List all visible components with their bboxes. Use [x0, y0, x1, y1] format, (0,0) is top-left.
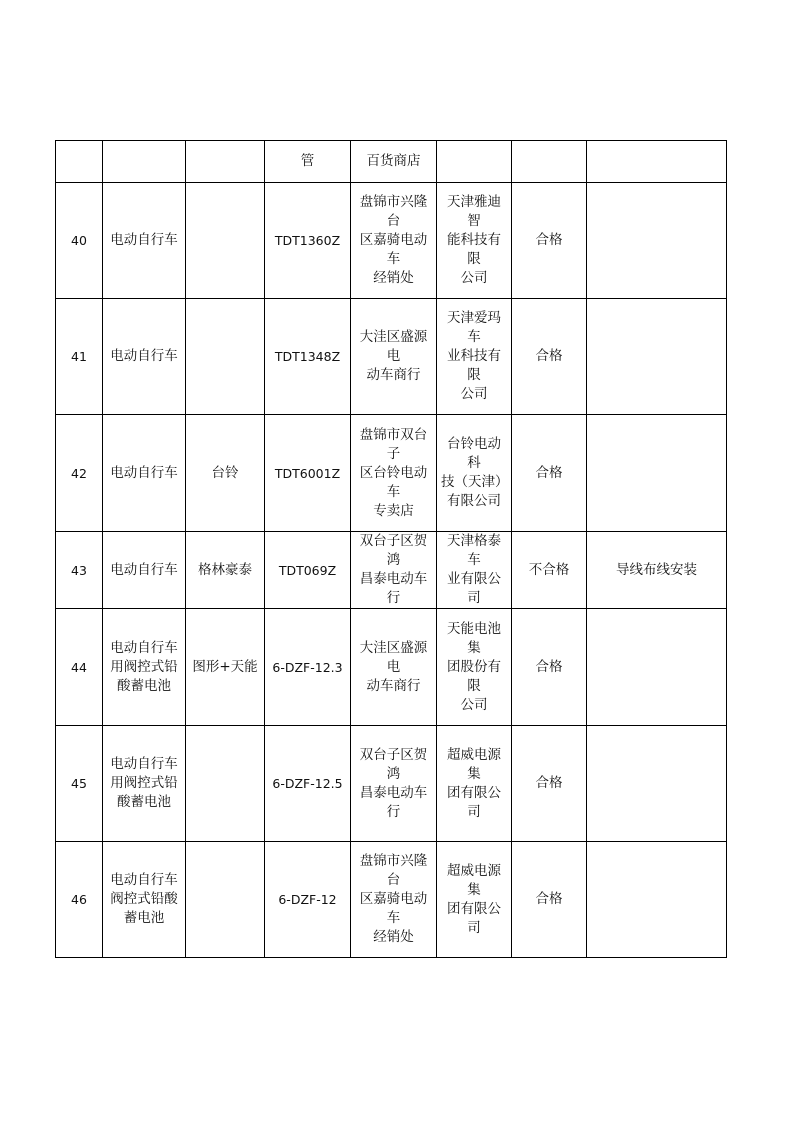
cell-line: 有限公司 — [447, 493, 501, 509]
cell-seller: 百货商店 — [351, 141, 437, 183]
cell-maker — [437, 532, 512, 609]
cell-line: 酸蓄电池 — [117, 794, 171, 810]
cell-line: 公司 — [460, 270, 488, 286]
table-row — [56, 183, 727, 299]
cell-maker — [437, 299, 512, 415]
cell-line: 超威电源集 — [447, 862, 501, 898]
cell-product — [103, 842, 186, 958]
cell-line: 大洼区盛源电 — [359, 329, 428, 364]
cell-line: 天津格泰车 — [447, 533, 501, 568]
cell-line: 业有限公司 — [447, 571, 501, 606]
cell-product — [103, 609, 186, 726]
cell-line: 区台铃电动车 — [359, 464, 428, 500]
cell-brand — [186, 299, 265, 415]
cell-line: 公司 — [460, 696, 488, 713]
cell-line: 酸蓄电池 — [117, 677, 171, 694]
cell-issue — [587, 299, 727, 415]
cell-model: 6-DZF-12 — [265, 842, 351, 958]
cell-no: 42 — [56, 415, 103, 532]
cell-result: 不合格 — [512, 532, 587, 609]
cell-product — [103, 726, 186, 842]
inspection-results-table — [55, 140, 727, 958]
cell-issue — [587, 183, 727, 299]
cell-no: 44 — [56, 609, 103, 726]
cell-line: 阀控式铅酸 — [110, 891, 178, 907]
cell-line: 能科技有限 — [447, 232, 501, 267]
cell-line: 电动自行车 — [110, 561, 178, 578]
cell-line: 业科技有限 — [447, 348, 501, 383]
cell-model: TDT1348Z — [265, 299, 351, 415]
cell-line: 团有限公司 — [447, 900, 501, 936]
cell-brand: 格林豪泰 — [186, 532, 265, 609]
cell-model: 6-DZF-12.3 — [265, 609, 351, 726]
cell-line: 天能电池集 — [447, 620, 501, 656]
cell-no: 45 — [56, 726, 103, 842]
cell-line: 蓄电池 — [123, 910, 165, 926]
cell-line: 电动自行车 — [110, 348, 178, 364]
cell-model: 6-DZF-12.5 — [265, 726, 351, 842]
table-row — [56, 609, 727, 726]
cell-result: 合格 — [512, 726, 587, 842]
cell-line: 盘锦市兴隆台 — [359, 853, 428, 888]
table-row — [56, 415, 727, 532]
cell-no — [56, 141, 103, 183]
cell-line: 昌泰电动车行 — [359, 571, 428, 606]
cell-model: TDT069Z — [265, 532, 351, 609]
cell-model: TDT1360Z — [265, 183, 351, 299]
cell-maker — [437, 726, 512, 842]
cell-seller — [351, 415, 437, 532]
cell-seller — [351, 532, 437, 609]
cell-issue — [587, 415, 727, 532]
cell-line: 公司 — [460, 386, 488, 402]
cell-line: 经销处 — [373, 270, 414, 286]
cell-maker — [437, 141, 512, 183]
cell-model: TDT6001Z — [265, 415, 351, 532]
cell-issue — [587, 842, 727, 958]
cell-maker — [437, 842, 512, 958]
cell-line: 用阀控式铅 — [110, 775, 178, 791]
cell-model: 管 — [265, 141, 351, 183]
cell-line: 经销处 — [373, 929, 414, 945]
cell-product — [103, 141, 186, 183]
cell-line: 团股份有限 — [447, 658, 501, 694]
cell-line: 电动自行车 — [110, 232, 178, 248]
cell-seller — [351, 609, 437, 726]
cell-line: 双台子区贺鸿 — [359, 533, 428, 568]
cell-issue — [587, 609, 727, 726]
cell-line: 团有限公司 — [447, 784, 501, 820]
cell-brand: 图形+天能 — [186, 609, 265, 726]
cell-result: 合格 — [512, 299, 587, 415]
cell-seller — [351, 842, 437, 958]
cell-seller — [351, 183, 437, 299]
table-row — [56, 726, 727, 842]
cell-line: 动车商行 — [366, 367, 421, 383]
cell-line: 昌泰电动车行 — [359, 784, 428, 820]
cell-brand — [186, 141, 265, 183]
cell-no: 41 — [56, 299, 103, 415]
cell-brand — [186, 726, 265, 842]
cell-product — [103, 415, 186, 532]
cell-line: 电动自行车 — [110, 756, 178, 772]
cell-seller — [351, 726, 437, 842]
cell-line: 大洼区盛源电 — [359, 639, 428, 675]
cell-no: 43 — [56, 532, 103, 609]
cell-maker — [437, 183, 512, 299]
cell-line: 天津爱玛车 — [447, 310, 501, 345]
cell-maker — [437, 415, 512, 532]
cell-no: 46 — [56, 842, 103, 958]
cell-line: 台铃电动科 — [447, 436, 501, 471]
cell-issue — [587, 141, 727, 183]
cell-brand: 台铃 — [186, 415, 265, 532]
table-row — [56, 299, 727, 415]
cell-line: 用阀控式铅 — [110, 658, 178, 675]
table-body — [56, 141, 727, 958]
cell-result: 合格 — [512, 183, 587, 299]
cell-line: 动车商行 — [366, 677, 421, 694]
cell-line: 双台子区贺鸿 — [359, 746, 428, 782]
cell-product — [103, 532, 186, 609]
cell-line: 电动自行车 — [110, 639, 178, 656]
cell-product — [103, 299, 186, 415]
cell-issue — [587, 726, 727, 842]
cell-line: 电动自行车 — [110, 872, 178, 888]
cell-maker — [437, 609, 512, 726]
table-row-continued — [56, 141, 727, 183]
cell-line: 电动自行车 — [110, 464, 178, 481]
cell-line: 专卖店 — [373, 502, 414, 519]
cell-line: 天津雅迪智 — [447, 194, 501, 229]
table-row — [56, 842, 727, 958]
cell-line: 区嘉骑电动车 — [359, 232, 428, 267]
cell-line: 技（天津） — [441, 474, 509, 490]
cell-product — [103, 183, 186, 299]
cell-line: 超威电源集 — [447, 746, 501, 782]
cell-line: 盘锦市双台子 — [359, 426, 428, 462]
cell-seller — [351, 299, 437, 415]
cell-result: 合格 — [512, 842, 587, 958]
cell-result — [512, 141, 587, 183]
cell-line: 区嘉骑电动车 — [359, 891, 428, 926]
cell-issue: 导线布线安装 — [587, 532, 727, 609]
cell-brand — [186, 183, 265, 299]
cell-result: 合格 — [512, 609, 587, 726]
cell-brand — [186, 842, 265, 958]
cell-result: 合格 — [512, 415, 587, 532]
cell-line: 盘锦市兴隆台 — [359, 194, 428, 229]
cell-no: 40 — [56, 183, 103, 299]
table-row — [56, 532, 727, 609]
